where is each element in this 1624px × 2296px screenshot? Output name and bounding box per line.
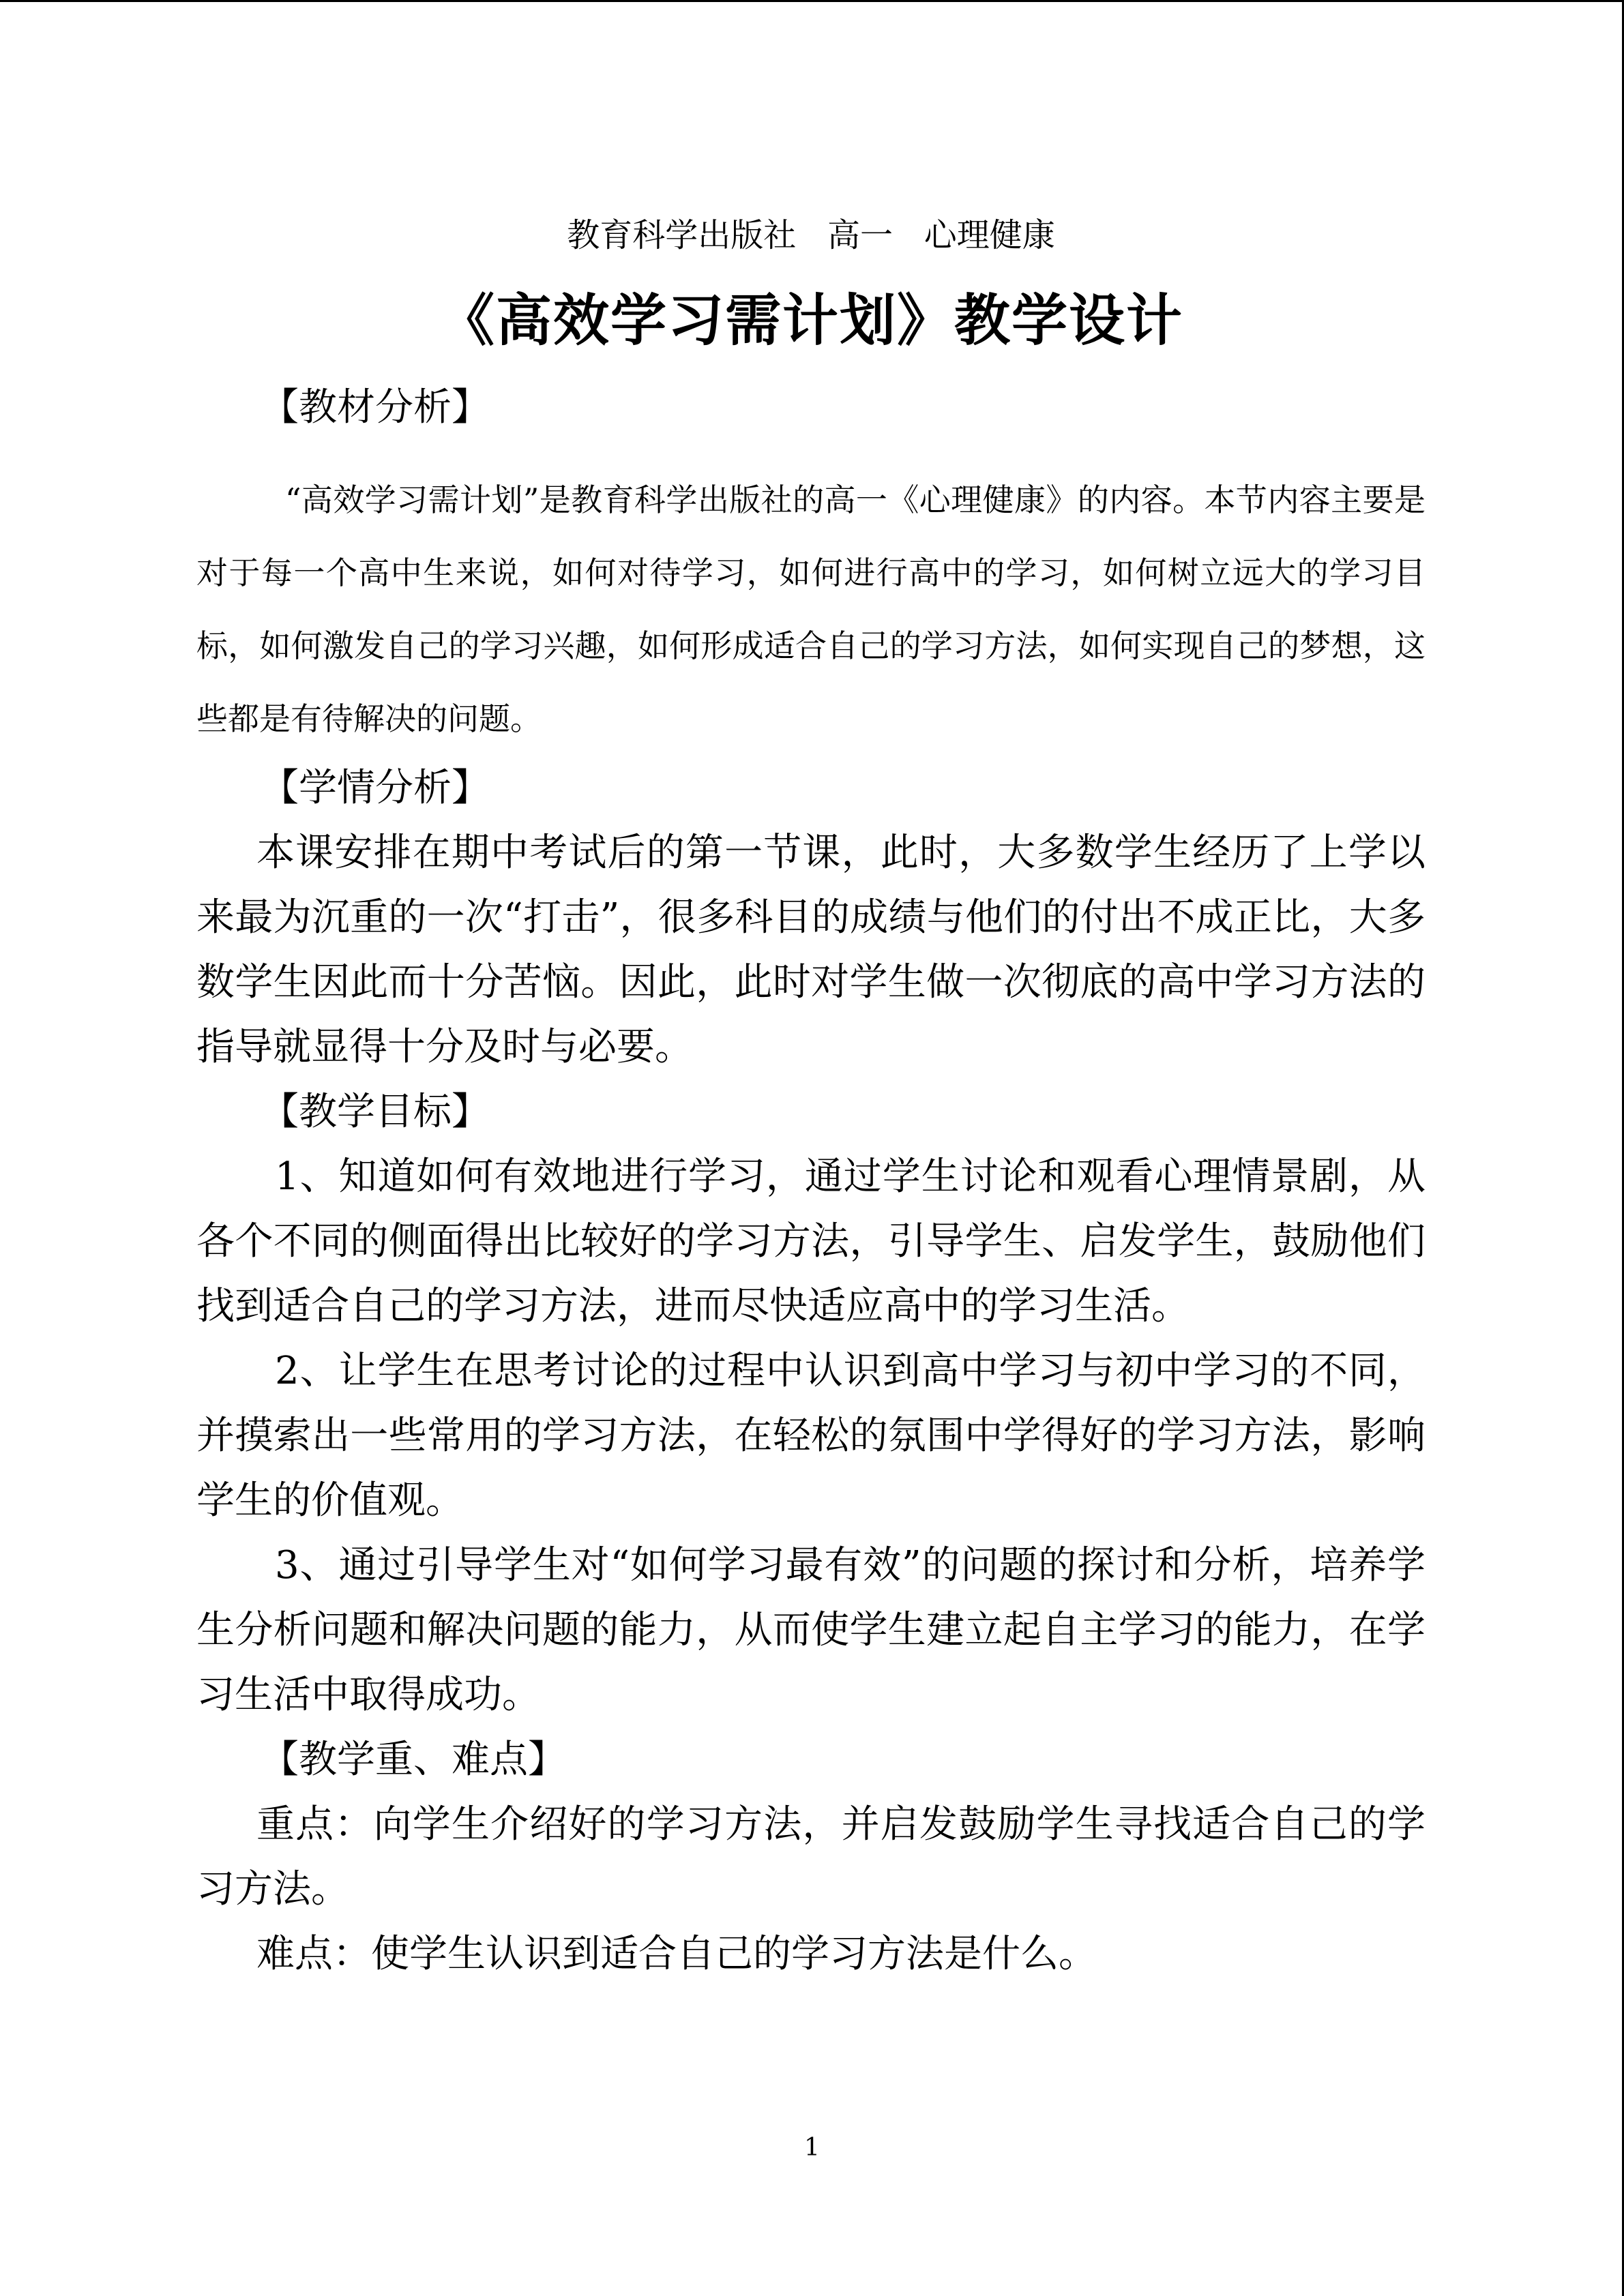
section-heading-students: 【学情分析】 [261,766,490,810]
document-body [196,205,1426,1986]
document-subtitle: 教育科学出版社 高一 心理健康 [567,216,1055,254]
paragraph-key-point: 重点：向学生介绍好的学习方法，并启发鼓励学生寻找适合自己的学习方法。 [196,1802,1426,1911]
section-heading-material: 【教材分析】 [261,385,490,430]
section-heading-keypoints: 【教学重、难点】 [261,1738,566,1782]
paragraph-goal-2: 2、让学生在思考讨论的过程中认识到高中学习与初中学习的不同，并摸索出一些常用的学习方法，在轻松的氛围中学得好的学习方法，影响学生的价值观。 [196,1349,1426,1523]
paragraph-goal-3: 3、通过引导学生对“如何学习最有效”的问题的探讨和分析，培养学生分析问题和解决问题的能力，从而使学生建立起自主学习的能力，在学习生活中取得成功。 [196,1543,1426,1717]
spacer [196,440,1426,464]
document-title: 《高效学习需计划》教学设计 [438,288,1183,353]
page-border-top [0,0,1624,2]
section-heading-goals: 【教学目标】 [261,1090,490,1134]
paragraph-material-analysis: “高效学习需计划”是教育科学出版社的高一《心理健康》的内容。本节内容主要是对于每一个高中生来说，如何对待学习，如何进行高中的学习，如何树立远大的学习目标，如何激发自己的学习兴趣，如何形成适合自己的学习方法，如何实现自己的梦想，这些都是有待解决的问题。 [196,481,1426,737]
paragraph-student-analysis: 本课安排在期中考试后的第一节课，此时，大多数学生经历了上学以来最为沉重的一次“打击”，很多科目的成绩与他们的付出不成正比，大多数学生因此而十分苦恼。因此，此时对学生做一次彻底的高中学习方法的指导就显得十分及时与必要。 [196,831,1426,1069]
page-number: 1 [804,2134,820,2162]
paragraph-goal-1: 1、知道如何有效地进行学习，通过学生讨论和观看心理情景剧，从各个不同的侧面得出比较好的学习方法，引导学生、启发学生，鼓励他们找到适合自己的学习方法，进而尽快适应高中的学习生活。 [196,1154,1426,1328]
paragraph-difficult-point: 难点：使学生认识到适合自己的学习方法是什么。 [256,1932,1097,1976]
